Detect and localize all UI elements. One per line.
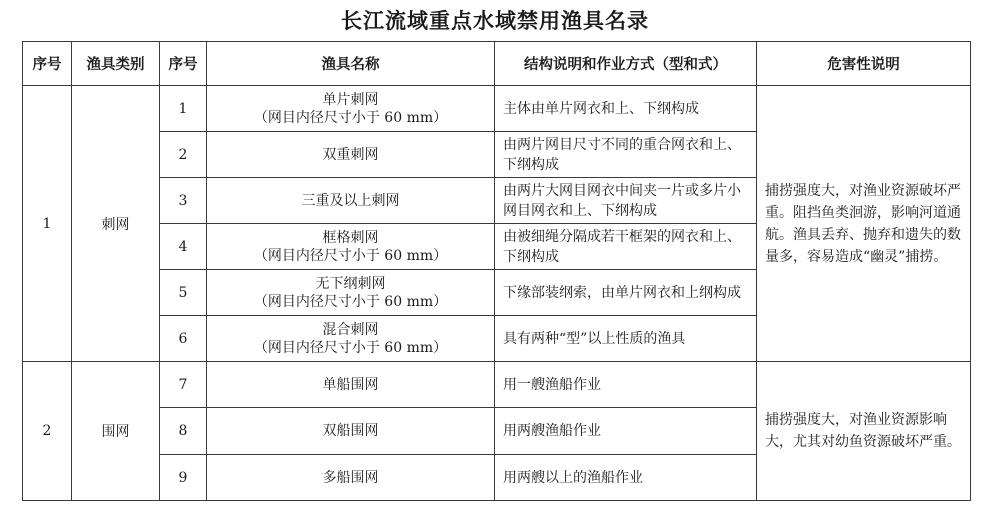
item-name: 框格刺网: [322, 229, 379, 246]
item-structure: 下缘部装纲索，由单片网衣和上纲构成: [495, 270, 757, 316]
item-name-cell: [207, 408, 495, 455]
item-name-cell: [207, 86, 495, 132]
item-seq: 9: [160, 455, 207, 501]
item-structure: 由被细绳分隔成若干框架的网衣和上、下纲构成: [495, 224, 757, 270]
header-structure: 结构说明和作业方式（型和式）: [495, 42, 757, 86]
item-structure: 由两片网目尺寸不同的重合网衣和上、下纲构成: [495, 132, 757, 178]
item-seq: 5: [160, 270, 207, 316]
item-name-cell: [207, 178, 495, 224]
item-structure: 具有两种“型”以上性质的渔具: [495, 316, 757, 362]
header-category: 渔具类别: [72, 42, 160, 86]
item-structure: 用一艘渔船作业: [495, 362, 757, 408]
item-note: （网目内径尺寸小于 60 mm）: [253, 293, 448, 310]
item-structure: 由两片大网目网衣中间夹一片或多片小网目网衣和上、下纲构成: [495, 178, 757, 224]
item-note: （网目内径尺寸小于 60 mm）: [253, 339, 448, 356]
group-seq: 1: [23, 86, 72, 362]
item-seq: 1: [160, 86, 207, 132]
group-seq: 2: [23, 362, 72, 501]
item-name-cell: [207, 132, 495, 178]
item-seq: 4: [160, 224, 207, 270]
gear-table: [22, 41, 971, 501]
table-row: [23, 362, 971, 408]
page-title: 长江流域重点水域禁用渔具名录: [341, 9, 649, 33]
item-seq: 2: [160, 132, 207, 178]
item-name: 双船围网: [322, 423, 379, 439]
group-harm: 捕捞强度大，对渔业资源破坏严重。阻挡鱼类洄游，影响河道通航。渔具丢弃、抛弃和遗失的数量多，容易造成“幽灵”捕捞。: [757, 86, 971, 362]
group-category: 刺网: [72, 86, 160, 362]
item-name-cell: [207, 362, 495, 408]
item-name-cell: [207, 270, 495, 316]
item-seq: 6: [160, 316, 207, 362]
item-structure: 主体由单片网衣和上、下纲构成: [495, 86, 757, 132]
item-seq: 3: [160, 178, 207, 224]
table-row: [23, 86, 971, 132]
item-name: 多船围网: [322, 469, 379, 486]
header-harm: 危害性说明: [757, 42, 971, 86]
item-name: 单船围网: [322, 376, 379, 393]
item-note: （网目内径尺寸小于 60 mm）: [253, 109, 448, 126]
item-note: （网目内径尺寸小于 60 mm）: [253, 247, 448, 264]
item-name: 无下纲刺网: [315, 275, 386, 292]
item-structure: 用两艘以上的渔船作业: [495, 455, 757, 501]
item-name: 单片刺网: [322, 91, 379, 108]
header-seq: 序号: [23, 42, 72, 86]
item-name-cell: [207, 455, 495, 501]
table-header-row: [23, 42, 971, 86]
header-subseq: 序号: [160, 42, 207, 86]
item-name: 双重刺网: [322, 146, 379, 163]
item-name-cell: [207, 316, 495, 362]
header-name: 渔具名称: [207, 42, 495, 86]
item-seq: 8: [160, 408, 207, 455]
group-category: 围网: [72, 362, 160, 501]
item-name: 三重及以上刺网: [301, 192, 400, 209]
item-structure: 用两艘渔船作业: [495, 408, 757, 455]
group-harm: 捕捞强度大，对渔业资源影响大，尤其对幼鱼资源破坏严重。: [757, 362, 971, 501]
item-name-cell: [207, 224, 495, 270]
item-name: 混合刺网: [322, 321, 379, 338]
item-seq: 7: [160, 362, 207, 408]
